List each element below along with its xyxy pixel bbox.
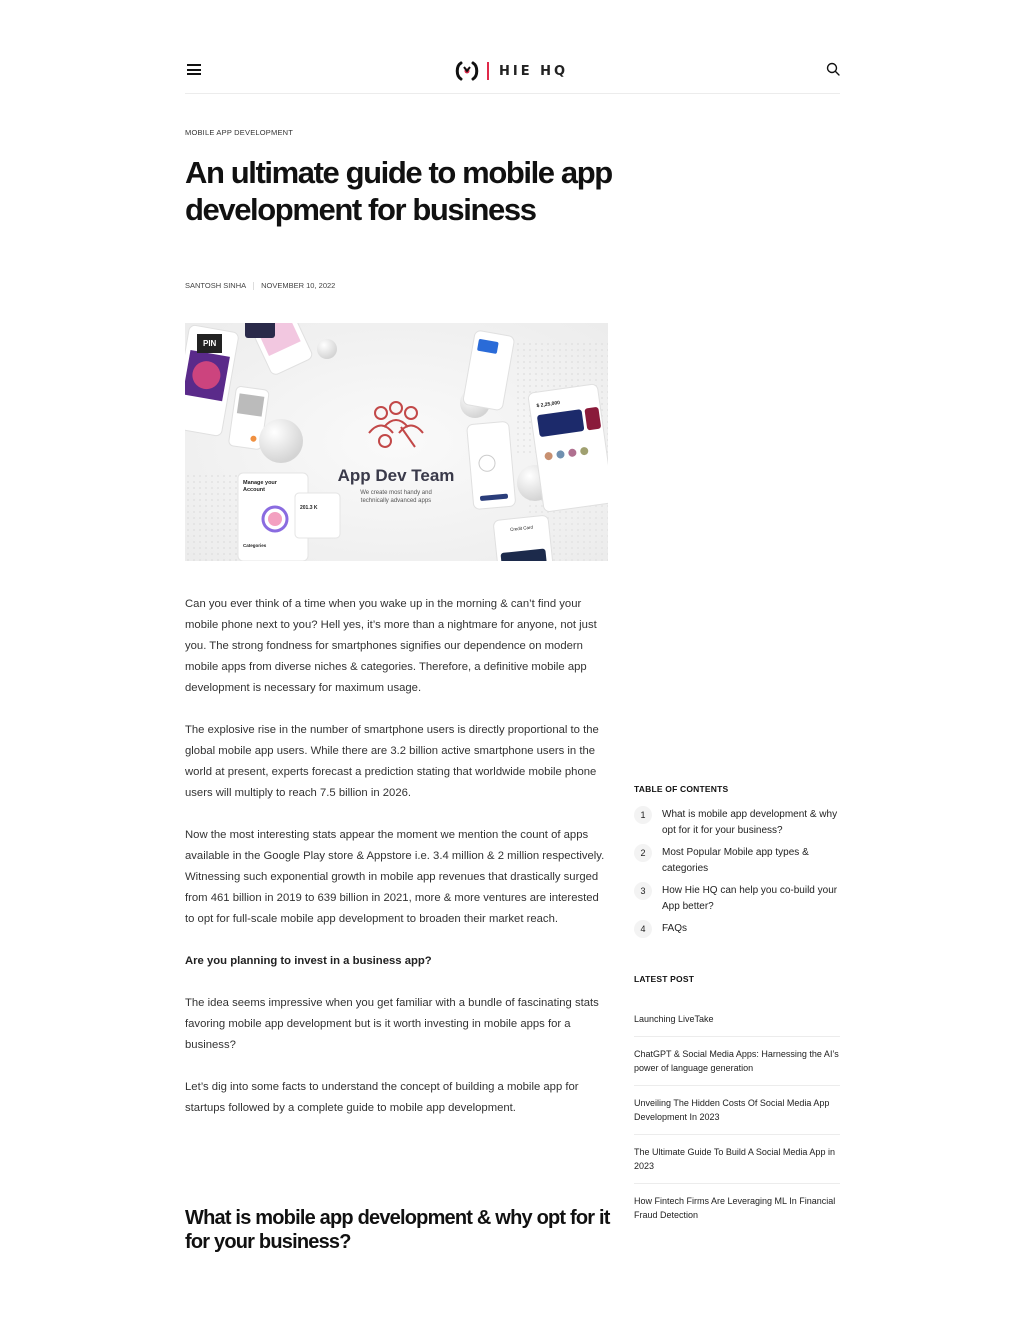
latest-post-link[interactable]: ChatGPT & Social Media Apps: Harnessing the AI’s power of language generation — [634, 1037, 840, 1086]
latest-post-link[interactable]: How Fintech Firms Are Leveraging ML In Financial Fraud Detection — [634, 1196, 836, 1220]
latest-post-link[interactable]: Launching LiveTake — [634, 1012, 840, 1037]
logo-text: HIE HQ — [499, 63, 569, 79]
article-category-link[interactable]: MOBILE APP DEVELOPMENT — [185, 128, 294, 137]
hamburger-menu-icon[interactable] — [187, 64, 201, 75]
hero-image — [185, 323, 608, 561]
latest-heading: LATEST POST — [634, 974, 695, 984]
latest-post-link[interactable]: Unveiling The Hidden Costs Of Social Media App Development In 2023 — [634, 1086, 840, 1135]
toc-number: 2 — [634, 844, 652, 862]
paragraph: Can you ever think of a time when you wake up in the morning & can’t find your mobile phone next to you? Hell yes, it’s more than a nightmare for anyone, not just you. The strong fondness for smartphones signifies our dependence on modern mobile apps from diverse niches & categories. Therefore, a definitive mobile app development is necessary for maximum usage. — [185, 598, 597, 694]
pin-button[interactable]: PIN — [197, 334, 222, 353]
paragraph: Let’s dig into some facts to understand the concept of building a mobile app for startups followed by a complete guide to mobile app development. — [185, 1081, 579, 1114]
article-meta — [185, 281, 335, 290]
toc-item[interactable] — [634, 845, 840, 877]
search-icon[interactable] — [826, 62, 840, 76]
hero-headline: App Dev Team — [337, 466, 455, 485]
article-body — [185, 594, 610, 1140]
card-title-2: Account — [243, 487, 265, 493]
hero-illustration — [185, 323, 608, 561]
toc-number: 1 — [634, 806, 652, 824]
site-logo[interactable] — [455, 60, 568, 82]
publish-date: NOVEMBER 10, 2022 — [261, 281, 336, 290]
paragraph-question: Are you planning to invest in a business app? — [185, 955, 432, 967]
meta-divider — [253, 282, 254, 290]
toc-link[interactable]: What is mobile app development & why opt for it for your business? — [662, 809, 838, 836]
table-of-contents — [634, 784, 840, 944]
hero-balance: $ 2,25,000 — [536, 400, 561, 410]
article-title: An ultimate guide to mobile app development for business — [185, 155, 612, 227]
hero-tagline-2: technically advanced apps — [360, 498, 432, 504]
latest-posts — [634, 974, 840, 1232]
toc-number: 3 — [634, 882, 652, 900]
section-heading: What is mobile app development & why opt for it for your business? — [185, 1207, 610, 1253]
logo-mark-icon — [455, 61, 479, 81]
paragraph: The idea seems impressive when you get familiar with a bundle of fascinating stats favoring mobile app development but is it worth investing in mobile apps for a business? — [185, 997, 599, 1051]
toc-number: 4 — [634, 920, 652, 938]
author-link[interactable]: SANTOSH SINHA — [185, 281, 247, 290]
hero-credit-card: Credit Card — [509, 524, 534, 532]
toc-heading: TABLE OF CONTENTS — [634, 784, 729, 794]
card-value: 201.3 K — [300, 505, 318, 511]
toc-link[interactable]: FAQs — [662, 923, 688, 934]
toc-link[interactable]: Most Popular Mobile app types & categories — [662, 847, 809, 874]
hero-tagline-1: We create most handy and — [360, 490, 432, 496]
toc-item[interactable] — [634, 807, 840, 839]
paragraph: The explosive rise in the number of smartphone users is directly proportional to the global mobile app users. While there are 3.2 billion active smartphone users in the world at present, experts forecast a prediction stating that worldwide mobile phone users will multiply to reach 7.5 billion in 2026. — [185, 724, 599, 799]
paragraph: Now the most interesting stats appear the moment we mention the count of apps available in the Google Play store & Appstore i.e. 3.4 million & 2 million respectively. Witnessing such exponential growth in mobile app revenues that drastically surged from 461 billion in 2019 to 639 billion in 2021, more & more ventures are interested to opt for full-scale mobile app development to broaden their market reach. — [185, 829, 605, 925]
card-categories: Categories — [243, 543, 267, 548]
card-title-1: Manage your — [243, 480, 277, 486]
site-header — [185, 50, 840, 94]
logo-divider — [487, 62, 489, 80]
latest-post-link[interactable]: The Ultimate Guide To Build A Social Media App in 2023 — [634, 1135, 840, 1184]
toc-item[interactable] — [634, 883, 840, 915]
toc-item[interactable] — [634, 921, 840, 938]
toc-link[interactable]: How Hie HQ can help you co-build your App better? — [662, 885, 838, 912]
